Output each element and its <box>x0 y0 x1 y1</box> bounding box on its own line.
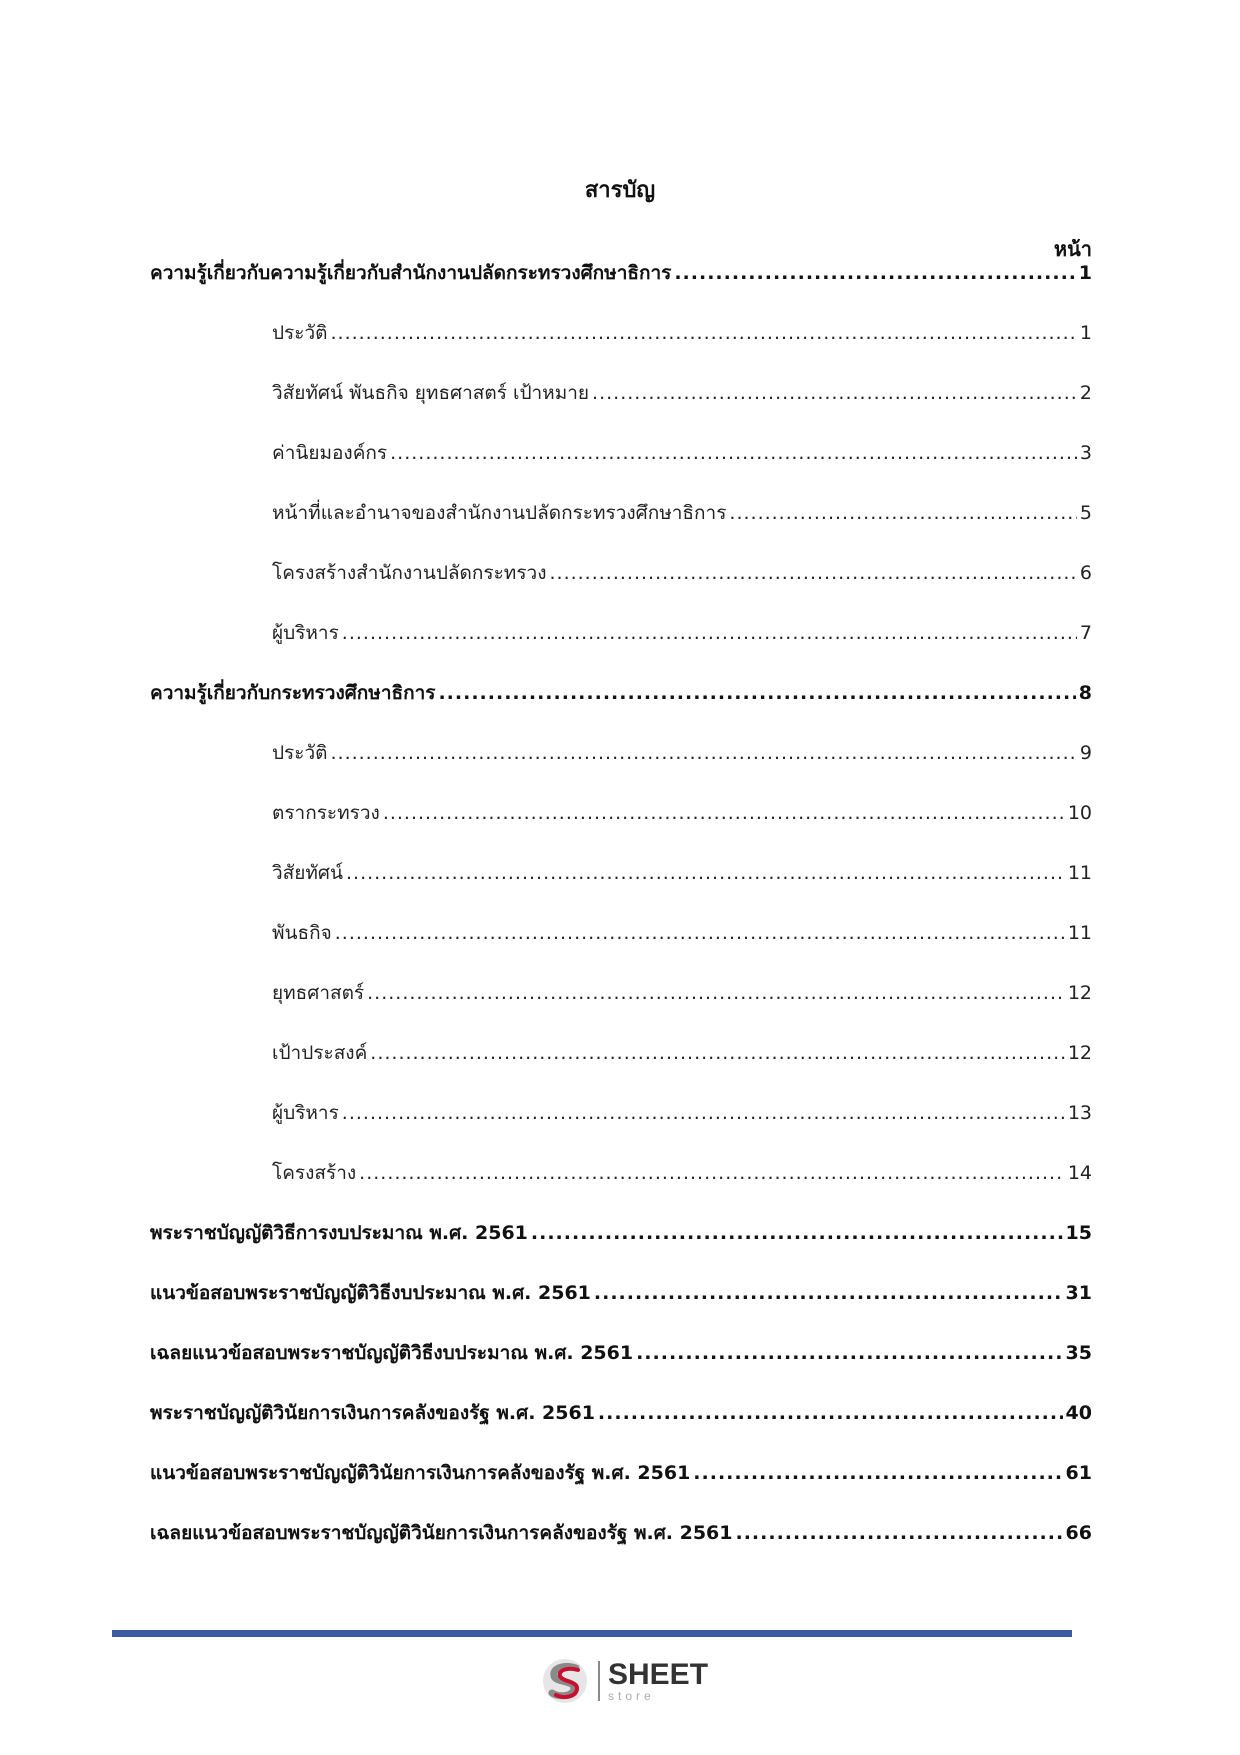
dot-leader <box>330 322 1076 344</box>
dot-leader <box>390 442 1077 464</box>
toc-entry-label: ประวัติ <box>272 742 328 764</box>
toc-entry-page: 12 <box>1067 1042 1092 1064</box>
toc-entry[interactable] <box>272 438 1092 468</box>
toc-entry[interactable] <box>272 1158 1092 1188</box>
dot-leader <box>359 1162 1065 1184</box>
sheet-store-logo <box>540 1655 708 1707</box>
dot-leader <box>598 1402 1063 1424</box>
toc-entry[interactable] <box>272 378 1092 408</box>
logo-sub-text: store <box>608 1689 655 1703</box>
dot-leader <box>370 1042 1065 1064</box>
toc-entry[interactable] <box>272 498 1092 528</box>
dot-leader <box>736 1522 1063 1544</box>
toc-entry-label: ความรู้เกี่ยวกับกระทรวงศึกษาธิการ <box>150 682 436 704</box>
toc-entry[interactable] <box>150 258 1092 288</box>
toc-entry-page: 1 <box>1078 262 1092 284</box>
logo-wordmark <box>608 1660 708 1702</box>
toc-entry[interactable] <box>150 1518 1092 1548</box>
toc-entry[interactable] <box>150 1278 1092 1308</box>
toc-entry-page: 2 <box>1079 382 1092 404</box>
toc-entry-label: เฉลยแนวข้อสอบพระราชบัญญัติวิธีงบประมาณ พ.ศ. 2561 <box>150 1342 634 1364</box>
toc-entry-page: 9 <box>1079 742 1092 764</box>
toc-entry-page: 11 <box>1067 922 1092 944</box>
toc-entry-page: 12 <box>1067 982 1092 1004</box>
toc-entry-page: 14 <box>1067 1162 1092 1184</box>
toc-entry[interactable] <box>150 1338 1092 1368</box>
dot-leader <box>383 802 1065 824</box>
toc-entry-page: 10 <box>1067 802 1092 824</box>
toc-entry-label: พันธกิจ <box>272 922 332 944</box>
dot-leader <box>674 262 1075 284</box>
toc-entry-page: 31 <box>1065 1282 1092 1304</box>
toc-entry[interactable] <box>272 1038 1092 1068</box>
toc-entry-page: 35 <box>1065 1342 1092 1364</box>
toc-entry-page: 15 <box>1065 1222 1092 1244</box>
logo-divider <box>598 1661 600 1701</box>
toc-entry-page: 8 <box>1078 682 1092 704</box>
toc-entry-page: 6 <box>1079 562 1092 584</box>
toc-entry-page: 3 <box>1079 442 1092 464</box>
toc-entry-page: 61 <box>1065 1462 1092 1484</box>
toc-entry-page: 66 <box>1065 1522 1092 1544</box>
dot-leader <box>729 502 1077 524</box>
toc-entry-label: พระราชบัญญัติวินัยการเงินการคลังของรัฐ พ.ศ. 2561 <box>150 1402 595 1424</box>
toc-entry[interactable] <box>150 1218 1092 1248</box>
dot-leader <box>693 1462 1062 1484</box>
toc-entry-label: เฉลยแนวข้อสอบพระราชบัญญัติวินัยการเงินการคลังของรัฐ พ.ศ. 2561 <box>150 1522 733 1544</box>
toc-entry-page: 5 <box>1079 502 1092 524</box>
toc-entry-label: ผู้บริหาร <box>272 1102 339 1124</box>
toc-entry[interactable] <box>150 678 1092 708</box>
toc-entry-label: เป้าประสงค์ <box>272 1042 368 1064</box>
toc-entry-label: ประวัติ <box>272 322 328 344</box>
dot-leader <box>330 742 1076 764</box>
page-column-label: หน้า <box>1053 237 1092 261</box>
toc-entry[interactable] <box>272 318 1092 348</box>
toc-entry-label: ยุทธศาสตร์ <box>272 982 365 1004</box>
dot-leader <box>438 682 1075 704</box>
toc-entry-label: ความรู้เกี่ยวกับความรู้เกี่ยวกับสำนักงานปลัดกระทรวงศึกษาธิการ <box>150 262 672 284</box>
dot-leader <box>342 1102 1065 1124</box>
logo-brand-text: SHEET <box>608 1658 709 1691</box>
toc-entry-label: วิสัยทัศน์ <box>272 862 343 884</box>
toc-entry-page: 11 <box>1067 862 1092 884</box>
dot-leader <box>531 1222 1063 1244</box>
dot-leader <box>549 562 1076 584</box>
dot-leader <box>342 622 1077 644</box>
dot-leader <box>592 382 1077 404</box>
toc-entry[interactable] <box>272 918 1092 948</box>
toc-entry[interactable] <box>272 1098 1092 1128</box>
dot-leader <box>335 922 1065 944</box>
toc-entry-page: 13 <box>1067 1102 1092 1124</box>
dot-leader <box>636 1342 1062 1364</box>
toc-entry-label: โครงสร้าง <box>272 1162 357 1184</box>
toc-entry-label: ตรากระทรวง <box>272 802 380 824</box>
toc-entry[interactable] <box>272 738 1092 768</box>
page-title: สารบัญ <box>584 178 656 203</box>
toc-entry[interactable] <box>150 1398 1092 1428</box>
toc-entry-label: แนวข้อสอบพระราชบัญญัติวินัยการเงินการคลังของรัฐ พ.ศ. 2561 <box>150 1462 691 1484</box>
dot-leader <box>346 862 1065 884</box>
toc-entry-page: 7 <box>1079 622 1092 644</box>
toc-entry-label: หน้าที่และอำนาจของสำนักงานปลัดกระทรวงศึกษาธิการ <box>272 502 727 524</box>
sheet-store-logo-icon <box>540 1656 590 1706</box>
dot-leader <box>367 982 1065 1004</box>
toc-entry[interactable] <box>150 1458 1092 1488</box>
toc-entry[interactable] <box>272 858 1092 888</box>
toc-entry-label: ค่านิยมองค์กร <box>272 442 388 464</box>
toc-entry-label: วิสัยทัศน์ พันธกิจ ยุทธศาสตร์ เป้าหมาย <box>272 382 590 404</box>
toc-entry[interactable] <box>272 978 1092 1008</box>
toc-entry[interactable] <box>272 558 1092 588</box>
footer-rule <box>112 1630 1072 1637</box>
toc-entry-page: 1 <box>1079 322 1092 344</box>
toc-entry[interactable] <box>272 618 1092 648</box>
toc-entry-label: โครงสร้างสำนักงานปลัดกระทรวง <box>272 562 547 584</box>
toc-entry-label: พระราชบัญญัติวิธีการงบประมาณ พ.ศ. 2561 <box>150 1222 528 1244</box>
toc-entry-label: แนวข้อสอบพระราชบัญญัติวิธีงบประมาณ พ.ศ. 2561 <box>150 1282 591 1304</box>
dot-leader <box>594 1282 1063 1304</box>
toc-entry-page: 40 <box>1065 1402 1092 1424</box>
toc-entry[interactable] <box>272 798 1092 828</box>
toc-entry-label: ผู้บริหาร <box>272 622 339 644</box>
